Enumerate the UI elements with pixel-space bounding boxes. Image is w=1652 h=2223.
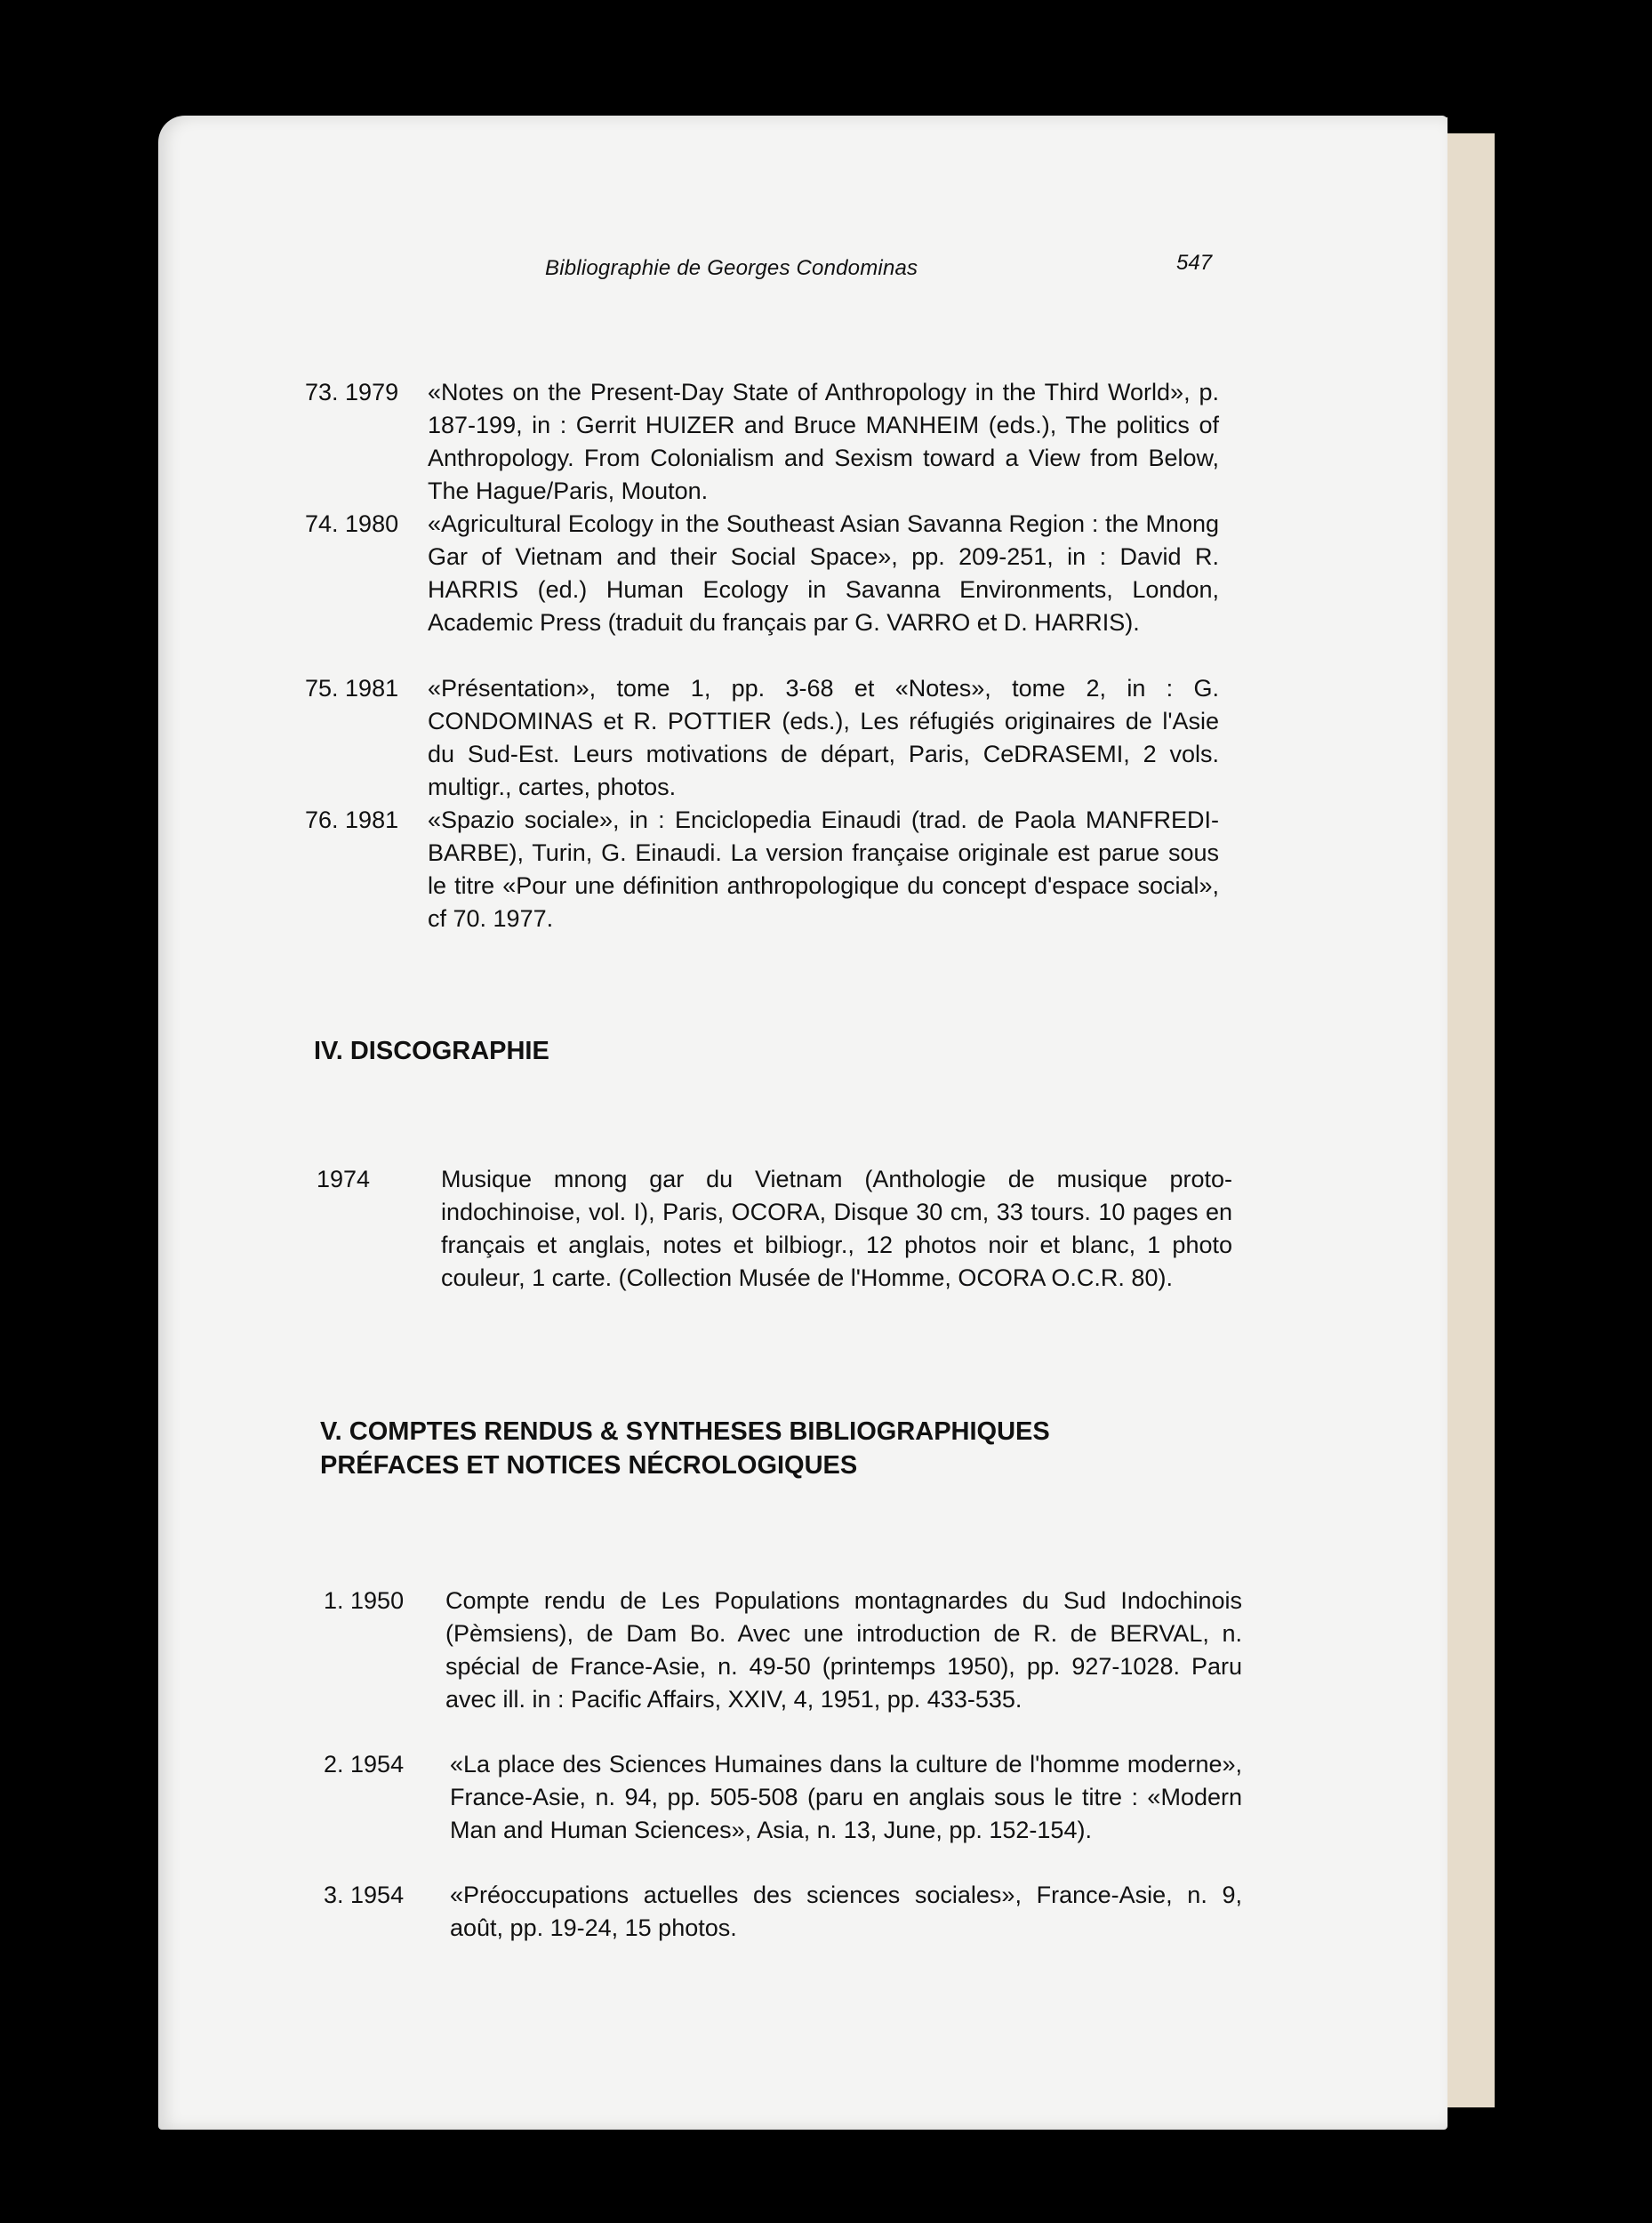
entry-text: Compte rendu de Les Populations montagnardes du Sud Indochinois (Pèmsiens), de Dam Bo. Avec une introduction de R. de BERVAL, n. spécial de France-Asie, n. 49-50 (printemps 1950), pp. 927-1028. Paru avec ill. in : Pacific Affairs, XXIV, 4, 1951, pp. 433-535. [445,1587,1242,1713]
entry-text: «Présentation», tome 1, pp. 3-68 et «Notes», tome 2, in : G. CONDOMINAS et R. POTTIER (eds.), Les réfugiés originaires de l'Asie du Sud-Est. Leurs motivations de départ, Paris, CeDRASEMI, 2 vols. multigr., cartes, photos. [428,675,1219,800]
entry-text: Musique mnong gar du Vietnam (Anthologie de musique proto-indochinoise, vol. I), Paris, OCORA, Disque 30 cm, 33 tours. 10 pages en français et anglais, notes et bilbiogr., 12 photos noir et blanc, 1 photo couleur, 1 carte. (Collection Musée de l'Homme, OCORA O.C.R. 80). [441,1166,1232,1291]
entry-number: 75. 1981 [305,675,399,702]
entry-number: 3. 1954 [324,1882,405,1908]
entry-text: «Préoccupations actuelles des sciences sociales», France-Asie, n. 9, août, pp. 19-24, 15 photos. [450,1882,1242,1941]
entry-text: «Agricultural Ecology in the Southeast Asian Savanna Region : the Mnong Gar of Vietnam and their Social Space», pp. 209-251, in : David R. HARRIS (ed.) Human Ecology in Savanna Environments, London, Academic Press (traduit du français par G. VARRO et D. HARRIS). [428,510,1219,636]
section-heading-comptes-rendus: V. COMPTES RENDUS & SYNTHESES BIBLIOGRAPHIQUES [320,1417,1050,1446]
entry-text: «Spazio sociale», in : Enciclopedia Einaudi (trad. de Paola MANFREDI-BARBE), Turin, G. Einaudi. La version française originale est parue sous le titre «Pour une définition anthropologique du concept d'espace social», cf 70. 1977. [428,807,1219,932]
entry-year: 1974 [317,1166,371,1192]
section-heading-prefaces: PRÉFACES ET NOTICES NÉCROLOGIQUES [320,1451,858,1480]
underlying-page-edge [1440,133,1495,2107]
running-head: Bibliographie de Georges Condominas [545,256,918,280]
entry-number: 73. 1979 [305,379,399,405]
entry-text: «La place des Sciences Humaines dans la culture de l'homme moderne», France-Asie, n. 94, pp. 505-508 (paru en anglais sous le titre : «Modern Man and Human Sciences», Asia, n. 13, June, pp. 152-154). [450,1751,1242,1843]
entry-number: 74. 1980 [305,510,399,537]
section-heading-discographie: IV. DISCOGRAPHIE [314,1037,549,1065]
entry-number: 2. 1954 [324,1751,405,1778]
entry-text: «Notes on the Present-Day State of Anthropology in the Third World», p. 187-199, in : Gerrit HUIZER and Bruce MANHEIM (eds.), The politics of Anthropology. From Colonialism and Sexism toward a View from Below, The Hague/Paris, Mouton. [428,379,1219,504]
entry-number: 1. 1950 [324,1587,405,1614]
book-page [158,116,1448,2130]
page-number: 547 [1176,251,1213,275]
entry-number: 76. 1981 [305,807,399,833]
